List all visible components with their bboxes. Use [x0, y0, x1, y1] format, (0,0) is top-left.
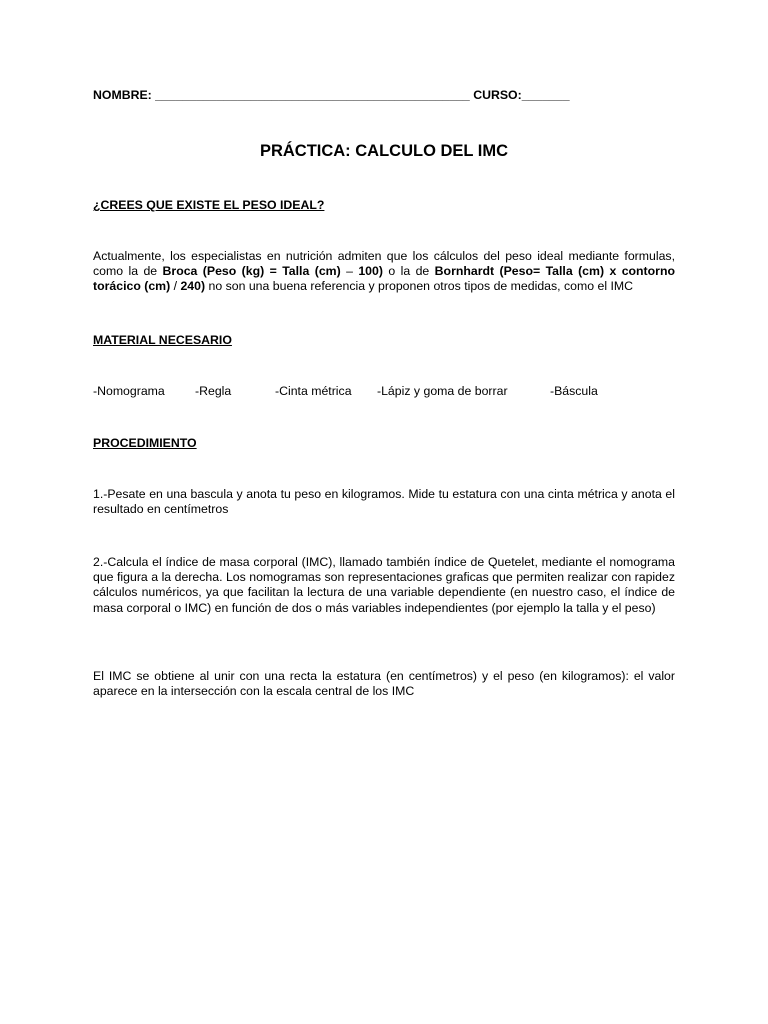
bornhardt-formula-end: 240): [180, 279, 206, 294]
material-item-cinta: -Cinta métrica: [275, 384, 352, 398]
intro-slash: /: [170, 279, 181, 294]
intro-text-1: Actualmente, los especialistas en nutrición admiten que los cálculos del peso ideal mediante formulas, como la de: [93, 249, 675, 279]
curso-blank: _______: [521, 88, 570, 102]
question-heading: ¿CREES QUE EXISTE EL PESO IDEAL?: [93, 198, 325, 212]
intro-paragraph: [93, 249, 675, 295]
intro-text-2: o la de: [382, 264, 435, 279]
material-item-regla: -Regla: [195, 384, 232, 398]
step-1: 1.-Pesate en una bascula y anota tu peso en kilogramos. Mide tu estatura con una cinta métrica y anota el resultado en centímetros: [93, 487, 675, 517]
broca-formula-end: 100): [358, 264, 383, 279]
intro-dash: –: [340, 264, 359, 279]
curso-label: CURSO:: [473, 88, 522, 102]
student-header: [93, 88, 675, 103]
material-item-lapiz: -Lápiz y goma de borrar: [377, 384, 508, 398]
bornhardt-formula: Bornhardt (Peso= Talla (cm) x contorno torácico (cm): [93, 264, 675, 294]
intro-text-3: no son una buena referencia y proponen otros tipos de medidas, como el IMC: [205, 279, 634, 294]
step-3: El IMC se obtiene al unir con una recta la estatura (en centímetros) y el peso (en kilogramos): el valor aparece en la intersección con la escala central de los IMC: [93, 669, 675, 699]
page-title: PRÁCTICA: CALCULO DEL IMC: [259, 142, 509, 160]
nombre-blank: ______________________________________________: [155, 88, 470, 102]
step-2: 2.-Calcula el índice de masa corporal (IMC), llamado también índice de Quetelet, mediante el nomograma que figura a la derecha. Los nomogramas son representaciones graficas que permiten realizar con rapidez cálculos numéricos, ya que facilitan la lectura de una variable dependiente (en nuestro caso, el índice de masa corporal o IMC) en función de dos o más variables independientes (por ejemplo la talla y el peso): [93, 555, 675, 615]
material-heading: MATERIAL NECESARIO: [93, 333, 232, 347]
nombre-label: NOMBRE:: [93, 88, 152, 102]
material-item-nomograma: -Nomograma: [93, 384, 165, 398]
material-item-bascula: -Báscula: [550, 384, 598, 398]
procedure-heading: PROCEDIMIENTO: [93, 436, 197, 450]
broca-formula: Broca (Peso (kg) = Talla (cm): [162, 264, 341, 279]
